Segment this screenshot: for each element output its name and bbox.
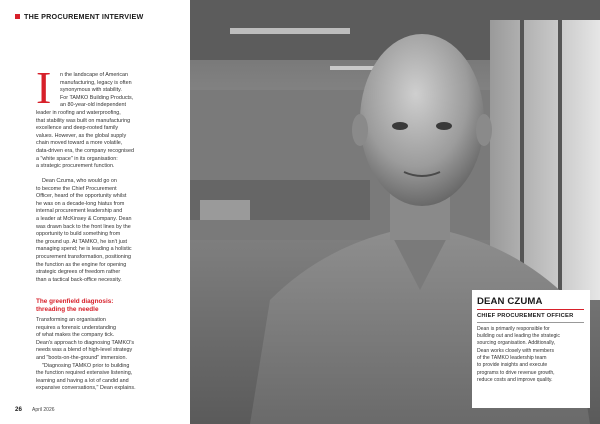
section-subhead (36, 298, 186, 314)
text-line: of what makes the company tick. (36, 332, 115, 339)
text-line: Officer, heard of the opportunity whilst (36, 193, 127, 200)
text-line: leader in roofing and waterproofing, (36, 109, 121, 116)
text-line: procurement transformation, positioning (36, 253, 131, 260)
caption-divider-thin (477, 322, 584, 323)
text-line: that stability was built on manufacturing (36, 117, 131, 124)
text-line: Transforming an organisation (36, 317, 106, 323)
page-number: 26 (15, 406, 22, 413)
text-line: reduce costs and improve quality. (477, 376, 553, 383)
text-line: internal procurement leadership and (36, 208, 123, 215)
text-line: Dean is primarily responsible for (477, 325, 550, 332)
text-line: a strategic procurement function. (36, 163, 115, 170)
text-line: sourcing organisation. Additionally, (477, 340, 556, 347)
text-line: opportunity to build something from (36, 231, 121, 238)
drop-cap: I (36, 62, 52, 113)
caption-divider (477, 309, 584, 310)
text-line: Dean Czuma, who would go on (42, 178, 117, 184)
person-name: DEAN CZUMA (477, 296, 543, 307)
text-line: he was on a decade-long hiatus from (36, 200, 125, 207)
paragraph-1 (36, 72, 186, 171)
issue-date: April 2026 (32, 407, 55, 413)
text-line: Dean works closely with members (477, 347, 554, 354)
text-line: requires a forensic understanding (36, 324, 117, 331)
text-line: the function required extensive listening, (36, 370, 133, 377)
subhead-line: The greenfield diagnosis: (36, 298, 114, 305)
text-line: the function as the engine for opening (36, 261, 127, 268)
person-description (477, 326, 584, 384)
text-line: a "white space" in its organisation: (36, 155, 118, 162)
article-column (0, 0, 190, 424)
caption-box (472, 290, 590, 408)
text-line: the ground up. At TAMKO, he isn't just (36, 238, 128, 245)
subhead-line: threading the needle (36, 306, 99, 313)
text-line: needs was a blend of high-level strategy (36, 347, 133, 354)
text-line: Dean's approach to diagnosing TAMKO's (36, 339, 135, 346)
text-line: n the landscape of American (60, 72, 129, 78)
text-line: values. However, as the global supply (36, 132, 127, 139)
text-line: to become the Chief Procurement (36, 185, 117, 192)
text-line: a leader at McKinsey & Company. Dean (36, 215, 132, 222)
text-line: synonymous with stability. (60, 87, 122, 94)
text-line: chain moved toward a more volatile, (36, 140, 123, 147)
text-line: of the TAMKO leadership team (477, 354, 547, 361)
paragraph-2 (36, 178, 186, 284)
text-line: was drawn back to the front lines by the (36, 223, 131, 230)
text-line: "Diagnosing TAMKO prior to building (42, 362, 130, 369)
text-line: learning and having a lot of candid and (36, 377, 129, 384)
text-line: to provide insights and execute (477, 362, 548, 369)
text-line: programs to drive revenue growth, (477, 369, 555, 376)
text-line: building out and leading the strategic (477, 333, 560, 340)
text-line: manufacturing, legacy is often (60, 79, 132, 86)
paragraph-3 (36, 317, 186, 393)
section-marker (15, 14, 20, 19)
text-line: an 80-year-old independent (60, 102, 126, 109)
text-line: strategic degrees of freedom rather (36, 269, 121, 276)
text-line: For TAMKO Building Products, (60, 94, 134, 101)
text-line: data-driven era, the company recognised (36, 147, 134, 154)
person-title: CHIEF PROCUREMENT OFFICER (477, 313, 574, 320)
section-label: THE PROCUREMENT INTERVIEW (24, 12, 144, 21)
text-line: than a tactical back-office necessity. (36, 276, 122, 283)
text-line: managing spend; he is leading a holistic (36, 246, 132, 253)
text-line: expansive conversations," Dean explains. (36, 385, 136, 392)
text-line: and "boots-on-the-ground" immersion. (36, 354, 128, 361)
text-line: excellence and deep-rooted family (36, 125, 119, 132)
